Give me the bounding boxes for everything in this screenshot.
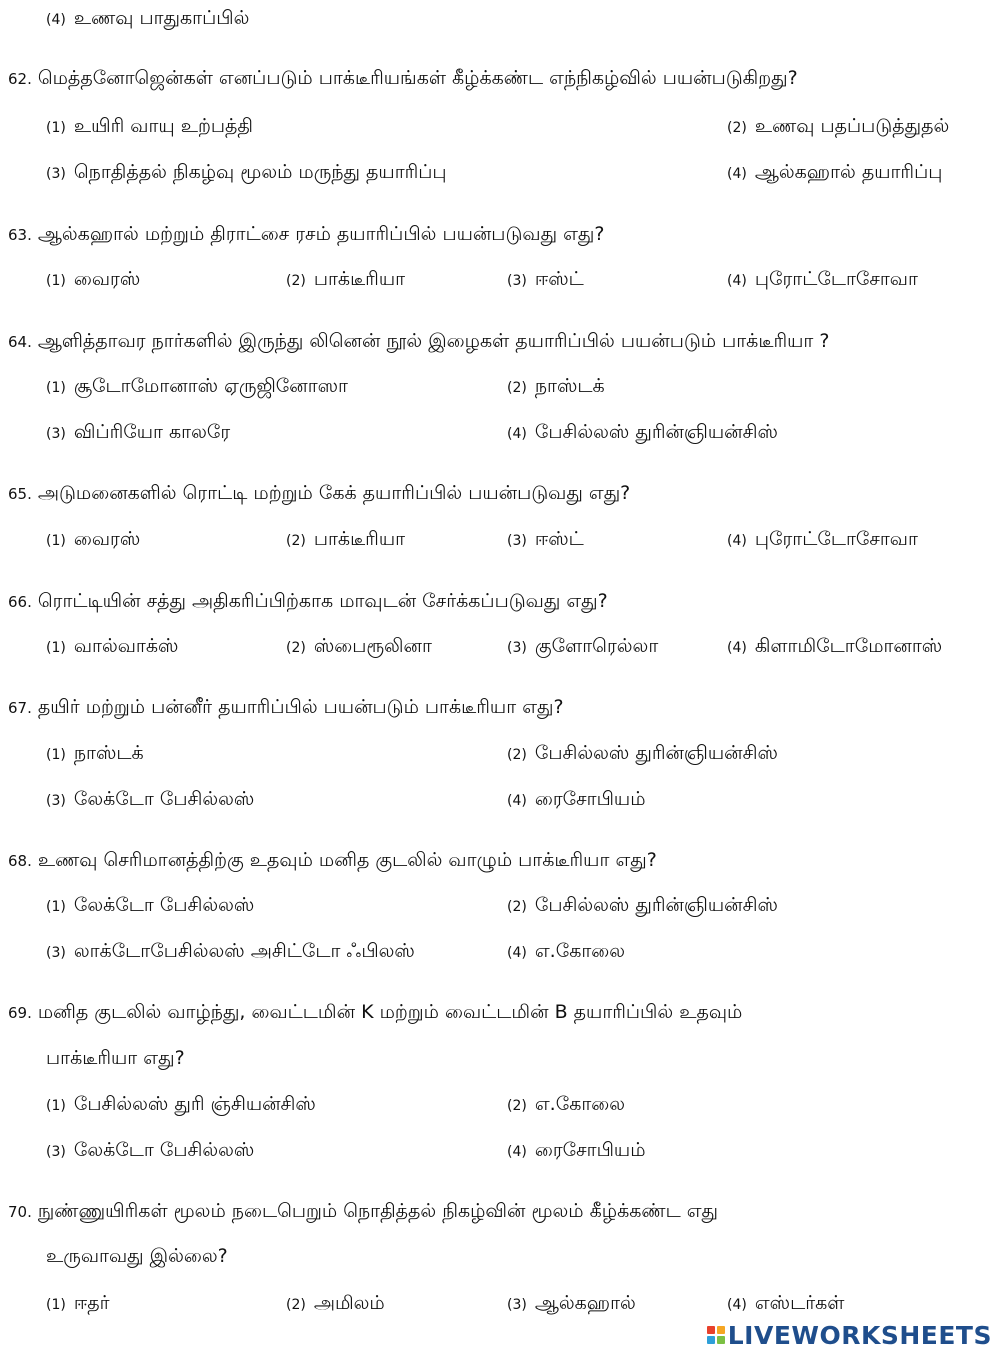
option-number: (4) bbox=[727, 533, 747, 549]
question-text: நுண்ணுயிரிகள் மூலம் நடைபெறும் நொதித்தல் நிகழ்வின் மூலம் கீழ்க்கண்ட எது bbox=[37, 1200, 719, 1222]
option-number: (3) bbox=[507, 273, 527, 289]
option-text: உணவு பாதுகாப்பில் bbox=[73, 7, 250, 29]
option-number: (4) bbox=[507, 1144, 527, 1160]
option-number: (2) bbox=[507, 747, 527, 763]
question-text: மெத்தனோஜென்கள் எனப்படும் பாக்டீரியங்கள் கீழ்க்கண்ட எந்நிகழ்வில் பயன்படுகிறது? bbox=[37, 67, 798, 89]
option-number: (2) bbox=[727, 120, 747, 136]
option-64-3[interactable] bbox=[46, 420, 230, 446]
logo-block bbox=[707, 1336, 715, 1344]
logo-blocks-icon bbox=[707, 1326, 725, 1344]
question-text-cont: பாக்டீரியா எது? bbox=[46, 1047, 185, 1069]
option-number: (4) bbox=[507, 426, 527, 442]
option-69-2[interactable] bbox=[507, 1092, 625, 1118]
option-text: ஈஸ்ட் bbox=[534, 528, 584, 550]
option-number: (1) bbox=[46, 120, 66, 136]
option-64-1[interactable] bbox=[46, 374, 348, 400]
question-70 bbox=[8, 1199, 718, 1224]
question-number: 63. bbox=[8, 226, 32, 244]
option-text: நாஸ்டக் bbox=[73, 742, 144, 764]
option-number: (2) bbox=[507, 380, 527, 396]
option-text: எ.கோலை bbox=[534, 1093, 626, 1115]
option-66-3[interactable] bbox=[507, 634, 658, 660]
option-number: (3) bbox=[46, 426, 66, 442]
option-number: (1) bbox=[46, 747, 66, 763]
option-text: விப்ரியோ காலரே bbox=[73, 421, 231, 443]
option-62-2[interactable] bbox=[727, 114, 949, 140]
option-text: ஸ்பைரூலினா bbox=[313, 635, 432, 657]
option-number: (1) bbox=[46, 273, 66, 289]
option-68-1[interactable] bbox=[46, 893, 254, 919]
option-text: உணவு பதப்படுத்துதல் bbox=[754, 115, 950, 137]
question-text: அடுமனைகளில் ரொட்டி மற்றும் கேக் தயாரிப்பில் பயன்படுவது எது? bbox=[37, 482, 631, 504]
option-65-3[interactable] bbox=[507, 527, 584, 553]
option-number: (4) bbox=[727, 273, 747, 289]
option-69-1[interactable] bbox=[46, 1092, 316, 1118]
question-67 bbox=[8, 695, 564, 720]
option-text: புரோட்டோசோவா bbox=[754, 268, 918, 290]
option-text: லாக்டோபேசில்லஸ் அசிட்டோ ஃபிலஸ் bbox=[73, 940, 415, 962]
option-text: புரோட்டோசோவா bbox=[754, 528, 918, 550]
option-70-3[interactable] bbox=[507, 1291, 636, 1317]
option-62-3[interactable] bbox=[46, 160, 447, 186]
option-number: (3) bbox=[507, 640, 527, 656]
logo-block bbox=[717, 1336, 725, 1344]
question-64 bbox=[8, 329, 829, 354]
option-text: ஆல்கஹால் தயாரிப்பு bbox=[754, 161, 943, 183]
option-65-1[interactable] bbox=[46, 527, 140, 553]
option-text: சூடோமோனாஸ் ஏருஜினோஸா bbox=[73, 375, 348, 397]
option-text: அமிலம் bbox=[313, 1292, 385, 1314]
option-number: (4) bbox=[727, 640, 747, 656]
question-65 bbox=[8, 481, 630, 506]
option-text: ஈஸ்ட் bbox=[534, 268, 584, 290]
option-66-4[interactable] bbox=[727, 634, 942, 660]
option-text: லேக்டோ பேசில்லஸ் bbox=[73, 894, 255, 916]
option-69-4[interactable] bbox=[507, 1138, 646, 1164]
option-text: வைரஸ் bbox=[73, 528, 141, 550]
question-number: 62. bbox=[8, 70, 32, 88]
option-text: குளோரெல்லா bbox=[534, 635, 659, 657]
option-number: (4) bbox=[727, 1297, 747, 1313]
option-text: உயிரி வாயு உற்பத்தி bbox=[73, 115, 253, 137]
question-62 bbox=[8, 66, 798, 91]
option-69-3[interactable] bbox=[46, 1138, 254, 1164]
option-67-4[interactable] bbox=[507, 787, 646, 813]
question-text: உணவு செரிமானத்திற்கு உதவும் மனித குடலில் வாழும் பாக்டீரியா எது? bbox=[37, 849, 657, 871]
option-q61-4 bbox=[46, 6, 249, 32]
option-text: எஸ்டர்கள் bbox=[754, 1292, 845, 1314]
option-number: (4) bbox=[727, 166, 747, 182]
question-text: தயிர் மற்றும் பன்னீர் தயாரிப்பில் பயன்படும் பாக்டீரியா எது? bbox=[37, 696, 564, 718]
option-number: (2) bbox=[286, 533, 306, 549]
option-number: (1) bbox=[46, 899, 66, 915]
option-number: (3) bbox=[507, 533, 527, 549]
option-number: (3) bbox=[46, 793, 66, 809]
option-62-1[interactable] bbox=[46, 114, 253, 140]
liveworksheets-logo bbox=[707, 1319, 992, 1351]
option-63-1[interactable] bbox=[46, 267, 140, 293]
option-67-1[interactable] bbox=[46, 741, 144, 767]
logo-block bbox=[717, 1326, 725, 1334]
question-number: 64. bbox=[8, 333, 32, 351]
question-number: 65. bbox=[8, 485, 32, 503]
option-number: (4) bbox=[507, 793, 527, 809]
option-68-4[interactable] bbox=[507, 939, 625, 965]
option-65-2[interactable] bbox=[286, 527, 405, 553]
option-number: (3) bbox=[46, 945, 66, 961]
option-number: (1) bbox=[46, 1098, 66, 1114]
option-62-4[interactable] bbox=[727, 160, 942, 186]
question-69 bbox=[8, 1000, 742, 1025]
question-number: 69. bbox=[8, 1004, 32, 1022]
question-68 bbox=[8, 848, 657, 873]
option-68-3[interactable] bbox=[46, 939, 415, 965]
option-text: ஈதர் bbox=[73, 1292, 110, 1314]
option-70-1[interactable] bbox=[46, 1291, 110, 1317]
question-number: 68. bbox=[8, 852, 32, 870]
question-63 bbox=[8, 222, 605, 247]
option-64-2[interactable] bbox=[507, 374, 605, 400]
option-70-4[interactable] bbox=[727, 1291, 844, 1317]
question-70-cont bbox=[46, 1244, 228, 1268]
option-text: பாக்டீரியா bbox=[313, 268, 406, 290]
option-text: ஆல்கஹால் bbox=[534, 1292, 636, 1314]
option-text: ரைசோபியம் bbox=[534, 1139, 646, 1161]
option-text: ரைசோபியம் bbox=[534, 788, 646, 810]
question-text: ஆல்கஹால் மற்றும் திராட்சை ரசம் தயாரிப்பில் பயன்படுவது எது? bbox=[37, 223, 605, 245]
option-number: (2) bbox=[286, 640, 306, 656]
question-text: ரொட்டியின் சத்து அதிகரிப்பிற்காக மாவுடன் சேர்க்கப்படுவது எது? bbox=[37, 590, 608, 612]
option-66-1[interactable] bbox=[46, 634, 178, 660]
option-63-2[interactable] bbox=[286, 267, 405, 293]
option-number: (4) bbox=[507, 945, 527, 961]
option-number: (1) bbox=[46, 533, 66, 549]
option-67-3[interactable] bbox=[46, 787, 254, 813]
option-68-2[interactable] bbox=[507, 893, 778, 919]
option-text: நொதித்தல் நிகழ்வு மூலம் மருந்து தயாரிப்பு bbox=[73, 161, 447, 183]
option-text: பேசில்லஸ் துரின்ஞியன்சிஸ் bbox=[534, 894, 778, 916]
option-63-3[interactable] bbox=[507, 267, 584, 293]
option-number: (2) bbox=[507, 1098, 527, 1114]
option-number: (1) bbox=[46, 640, 66, 656]
question-text-cont: உருவாவது இல்லை? bbox=[46, 1245, 228, 1267]
option-66-2[interactable] bbox=[286, 634, 432, 660]
option-text: பேசில்லஸ் துரின்ஞியன்சிஸ் bbox=[534, 742, 778, 764]
question-text: ஆளித்தாவர நார்களில் இருந்து லினென் நூல் இழைகள் தயாரிப்பில் பயன்படும் பாக்டீரியா ? bbox=[37, 330, 830, 352]
question-69-cont bbox=[46, 1046, 185, 1070]
option-text: பேசில்லஸ் துரி ஞ்சியன்சிஸ் bbox=[73, 1093, 316, 1115]
option-number: (2) bbox=[286, 1297, 306, 1313]
option-text: லேக்டோ பேசில்லஸ் bbox=[73, 1139, 255, 1161]
option-text: பாக்டீரியா bbox=[313, 528, 406, 550]
option-65-4[interactable] bbox=[727, 527, 918, 553]
question-number: 66. bbox=[8, 593, 32, 611]
option-number: (2) bbox=[286, 273, 306, 289]
option-text: வால்வாக்ஸ் bbox=[73, 635, 179, 657]
question-66 bbox=[8, 589, 608, 614]
option-number: (3) bbox=[46, 1144, 66, 1160]
option-text: லேக்டோ பேசில்லஸ் bbox=[73, 788, 255, 810]
option-text: பேசில்லஸ் துரின்ஞியன்சிஸ் bbox=[534, 421, 778, 443]
option-text: வைரஸ் bbox=[73, 268, 141, 290]
option-number: (4) bbox=[46, 12, 66, 28]
option-number: (1) bbox=[46, 380, 66, 396]
logo-text: LIVEWORKSHEETS bbox=[727, 1320, 992, 1350]
question-number: 70. bbox=[8, 1203, 32, 1221]
option-67-2[interactable] bbox=[507, 741, 778, 767]
option-text: எ.கோலை bbox=[534, 940, 626, 962]
option-63-4[interactable] bbox=[727, 267, 918, 293]
option-number: (3) bbox=[507, 1297, 527, 1313]
option-number: (2) bbox=[507, 899, 527, 915]
question-text: மனித குடலில் வாழ்ந்து, வைட்டமின் K மற்றும் வைட்டமின் B தயாரிப்பில் உதவும் bbox=[37, 1001, 743, 1023]
option-number: (1) bbox=[46, 1297, 66, 1313]
option-text: நாஸ்டக் bbox=[534, 375, 605, 397]
option-text: கிளாமிடோமோனாஸ் bbox=[754, 635, 943, 657]
question-number: 67. bbox=[8, 699, 32, 717]
logo-block bbox=[707, 1326, 715, 1334]
option-number: (3) bbox=[46, 166, 66, 182]
option-70-2[interactable] bbox=[286, 1291, 385, 1317]
option-64-4[interactable] bbox=[507, 420, 778, 446]
